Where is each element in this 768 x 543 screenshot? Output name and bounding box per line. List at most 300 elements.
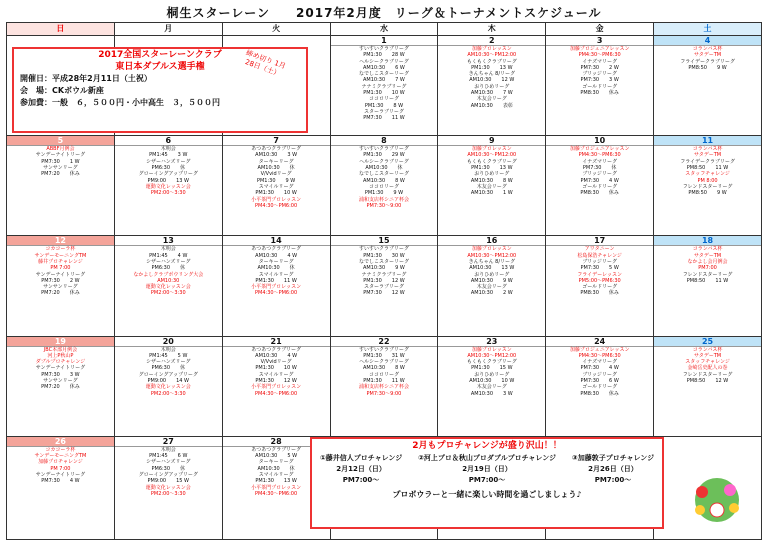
day-cell <box>114 136 222 236</box>
event-item <box>654 171 761 184</box>
event-item <box>331 71 438 84</box>
day-cell <box>654 136 762 236</box>
event-item <box>438 347 545 360</box>
event-time: PM7:30 4 W <box>580 177 619 184</box>
event-item <box>7 284 114 297</box>
event-name: コカコーラ杯 <box>45 446 76 453</box>
event-item <box>7 447 114 460</box>
event-name: すいすいクラブリーグ <box>359 46 409 52</box>
event-name: きんちゃん 8/リーグ <box>468 71 516 78</box>
event-item <box>7 378 114 391</box>
event-name: ブリッジリーグ <box>582 371 617 378</box>
event-time: AM10:30～PM12:00 <box>467 52 517 59</box>
event-item <box>438 59 545 72</box>
event-item <box>223 184 330 197</box>
event-item <box>7 365 114 378</box>
event-name: 木友会リーグ <box>476 96 507 103</box>
event-name: 運動文化レッスン会 <box>145 183 191 190</box>
event-time: PM8:50 12 W <box>686 378 729 385</box>
event-time: PM7:30 6 W <box>580 378 619 385</box>
day-number: 7 <box>223 136 330 146</box>
event-name: 小平茶門プロレッスン <box>251 196 302 203</box>
promo-item-name: ③加藤敦子プロチャレンジ <box>571 454 655 462</box>
event-time: PM7:30 4 W <box>41 478 80 485</box>
event-item <box>438 159 545 172</box>
event-item <box>331 197 438 210</box>
event-item <box>223 159 330 172</box>
event-time: PM4:30～PM6:30 <box>578 52 621 59</box>
day-number: 2 <box>438 36 545 46</box>
event-time: PM8:50 9 W <box>688 190 727 197</box>
event-item <box>331 272 438 285</box>
event-time: PM7:30 1 W <box>41 158 80 165</box>
event-time: PM1:30 15 W <box>471 365 513 372</box>
event-item <box>115 372 222 385</box>
event-item <box>438 246 545 259</box>
event-item <box>654 59 761 72</box>
event-name: フライデークラブリーグ <box>680 58 735 65</box>
day-number: 4 <box>654 36 761 46</box>
event-name: サンサンリーグ <box>43 284 78 291</box>
event-time: PM7:30 休 <box>582 165 617 172</box>
event-time: PM 7:00 <box>50 265 71 272</box>
event-time: PM4:30～PM6:30 <box>578 352 621 359</box>
promo-item <box>572 453 654 486</box>
event-name: おりひめリーグ <box>474 171 510 178</box>
event-time: AM10:30 8 W <box>363 365 405 372</box>
event-time: PM1:30 13 W <box>471 165 513 172</box>
event-name: ヘルシークラブリーグ <box>359 158 409 165</box>
day-number: 12 <box>7 236 114 246</box>
event-time: PM 7:00 <box>50 465 71 472</box>
promo-item-time: PM7:00～ <box>342 476 380 484</box>
event-time: PM6:30 休 <box>151 165 186 172</box>
event-name: あつあつクラブリーグ <box>251 446 302 453</box>
event-item <box>115 459 222 472</box>
event-item <box>223 146 330 159</box>
event-name: すいすいクラブリーグ <box>359 146 409 153</box>
event-time: PM7:30～9:00 <box>366 202 402 209</box>
event-item <box>223 284 330 297</box>
event-item <box>438 146 545 159</box>
event-item <box>331 96 438 109</box>
event-name: 浦和支店杯シニア杯会 <box>358 384 409 391</box>
event-item <box>654 46 761 59</box>
event-time: PM8:50 11 W <box>686 277 729 284</box>
event-time: AM10:30 8 W <box>363 177 405 184</box>
event-time: PM7:30～9:00 <box>366 390 402 397</box>
banner-venue: 会 場：CKボウル新座 <box>20 86 104 95</box>
event-item <box>115 284 222 297</box>
event-time: AM10:30 休 <box>257 165 295 172</box>
event-item <box>7 165 114 178</box>
event-time: PM8:30 休み <box>580 190 619 197</box>
event-time: PM4:30～PM6:00 <box>255 490 298 497</box>
event-name: アワタニーン <box>584 246 615 253</box>
event-time: PM1:45 6 W <box>149 453 188 460</box>
day-cell <box>330 136 438 236</box>
day-number: 22 <box>331 337 438 347</box>
event-name: サンデーナイトリーグ <box>35 152 86 159</box>
event-time: AM10:30 休 <box>365 165 403 172</box>
event-item <box>438 384 545 397</box>
promo-item-time: PM7:00～ <box>594 476 632 484</box>
event-time: PM4:30～PM6:30 <box>578 152 621 159</box>
event-name: なかよし会月例会 <box>687 258 728 265</box>
banner-title: 2017全国スターレーンクラブ <box>98 50 222 60</box>
weekday-header: 日 <box>7 23 115 36</box>
event-name: ゴールドリーグ <box>582 183 618 190</box>
event-time: AM10:30 8 W <box>470 177 513 184</box>
event-item <box>331 159 438 172</box>
event-time: PM8:30 休み <box>580 290 619 297</box>
event-time: PM6:30 休 <box>151 265 186 272</box>
event-name: ココロリーグ <box>368 96 399 103</box>
event-time: PM8:50 11 W <box>686 165 729 172</box>
event-name: 木明会 <box>160 346 176 353</box>
event-name: シザーハンズリーグ <box>145 258 191 265</box>
event-name: 木明会 <box>160 146 176 153</box>
event-item <box>7 152 114 165</box>
event-item <box>331 384 438 397</box>
event-item <box>438 171 545 184</box>
event-item <box>654 146 761 159</box>
event-item <box>115 485 222 498</box>
event-name: なでしこスターリーグ <box>358 71 409 78</box>
event-name: 木明会 <box>160 246 176 253</box>
event-name: コカコーラ杯 <box>45 246 76 253</box>
event-name: コランバス杯 <box>692 246 723 253</box>
event-time: PM1:30 13 W <box>471 64 513 71</box>
event-item <box>331 84 438 97</box>
event-name: スタッフチャレンジ <box>685 171 730 178</box>
event-time: AM10:30 13 W <box>469 265 515 272</box>
promo-heading: 2月もプロチャレンジが盛り沢山！！ <box>412 441 562 451</box>
event-time: PM4:30～PM6:00 <box>255 390 298 397</box>
event-time: PM7:20 休み <box>41 384 80 391</box>
event-time: PM7:30 2 W <box>580 64 619 71</box>
event-item <box>546 159 653 172</box>
event-item <box>115 184 222 197</box>
day-cell <box>330 336 438 436</box>
event-item <box>654 372 761 385</box>
event-item <box>331 246 438 259</box>
event-name: グローイングアップリーグ <box>138 171 198 178</box>
event-item <box>438 84 545 97</box>
event-time: PM7:30 11 W <box>363 115 405 122</box>
event-time: AM10:30 3 W <box>470 390 513 397</box>
event-item <box>7 459 114 472</box>
event-time: AM10:30 <box>157 277 180 284</box>
event-item <box>546 272 653 285</box>
event-time: PM1:30 28 W <box>363 52 405 59</box>
event-time: PM1:30 11 W <box>363 378 405 385</box>
event-item <box>223 359 330 372</box>
event-time: AM10:30～PM12:00 <box>467 252 517 259</box>
event-item <box>438 184 545 197</box>
event-name: 運動文化レッスン会 <box>145 484 191 491</box>
event-item <box>115 359 222 372</box>
event-name: JBC本部月例会 <box>43 346 78 353</box>
event-name: 加藤プロジュニアレッスン <box>569 346 630 353</box>
event-item <box>546 184 653 197</box>
day-cell <box>7 336 115 436</box>
day-number: 1 <box>331 36 438 46</box>
promo-item-date: 2月19日（日） <box>462 465 512 473</box>
day-number: 16 <box>438 236 545 246</box>
day-cell <box>7 436 115 539</box>
promo-footer: プロボウラーと一緒に楽しい時間を過ごしましょう♪ <box>392 490 582 499</box>
day-cell <box>654 36 762 136</box>
event-item <box>223 259 330 272</box>
day-number: 25 <box>654 337 761 347</box>
day-cell <box>438 336 546 436</box>
event-time: AM10:30 4 W <box>255 252 298 259</box>
event-name: ココロリーグ <box>368 371 399 378</box>
event-item <box>546 71 653 84</box>
weekday-header: 月 <box>114 23 222 36</box>
day-number: 5 <box>7 136 114 146</box>
event-item <box>546 46 653 59</box>
event-item <box>331 259 438 272</box>
event-name: 木明会 <box>160 446 176 453</box>
event-name: もくもくクラブリーグ <box>466 158 517 165</box>
weekday-header: 火 <box>222 23 330 36</box>
event-item <box>115 146 222 159</box>
event-name: グローイングアップリーグ <box>138 471 198 478</box>
event-item <box>115 447 222 460</box>
page-title: 桐生スターレーン 2017年2月度 リーグ＆トーナメントスケジュール <box>166 6 602 20</box>
event-item <box>438 259 545 272</box>
event-name: スマイルリーグ <box>258 471 294 478</box>
weekday-header: 土 <box>654 23 762 36</box>
event-time: サンデーモーニングTM <box>34 453 87 460</box>
event-item <box>438 71 545 84</box>
event-name: 加藤プロレッスン <box>471 346 512 353</box>
event-item <box>438 372 545 385</box>
event-time: PM7:30 4 W <box>580 365 619 372</box>
event-item <box>546 372 653 385</box>
event-time: PM1:30 30 W <box>363 252 405 259</box>
event-time: サタデーTM <box>693 152 722 159</box>
event-time: PM1:30 10 W <box>363 90 405 97</box>
event-name: 小平茶門プロレッスン <box>251 284 302 291</box>
event-time: PM7:30 3 W <box>41 371 80 378</box>
day-number: 14 <box>223 236 330 246</box>
event-time: AM10:30 9 W <box>363 265 405 272</box>
event-time: PM1:30 29 W <box>363 152 405 159</box>
event-time: PM5:00～PM6:30 <box>578 277 621 284</box>
event-name: 加藤プロレッスン <box>471 46 512 52</box>
event-name: ターキーリーグ <box>258 258 294 265</box>
championship-banner <box>12 47 308 133</box>
event-name: シザーハンズリーグ <box>145 359 191 366</box>
event-item <box>546 171 653 184</box>
event-name: コランバス杯 <box>692 46 723 52</box>
event-time: AM10:30 7 W <box>470 90 513 97</box>
event-name: 木友会リーグ <box>476 284 507 291</box>
event-time: PM1:45 3 W <box>149 152 188 159</box>
event-time: AM10:30 3 W <box>255 152 298 159</box>
event-item <box>546 384 653 397</box>
event-time: PM1:45 5 W <box>149 352 188 359</box>
event-time: PM1:30 10 W <box>255 365 297 372</box>
day-number: 8 <box>331 136 438 146</box>
event-time: PM8:50 9 W <box>688 64 727 71</box>
day-number: 17 <box>546 236 653 246</box>
promo-item <box>418 453 556 486</box>
event-time: AM10:30 2 W <box>470 290 513 297</box>
event-item <box>223 171 330 184</box>
event-name: ゴールドリーグ <box>582 384 618 391</box>
pro-challenge-box <box>310 437 664 529</box>
day-cell <box>7 236 115 336</box>
event-item <box>7 472 114 485</box>
event-time: AM10:30 10 W <box>469 378 515 385</box>
event-name: 木友会リーグ <box>476 183 507 190</box>
event-item <box>223 246 330 259</box>
banner-fee: 参加費：一般 ６，５００円・小中高生 ３，５００円 <box>20 98 220 107</box>
event-item <box>331 46 438 59</box>
promo-item-date: 2月12日（日） <box>336 465 386 473</box>
event-time: PM7:30 12 W <box>363 290 405 297</box>
event-item <box>115 347 222 360</box>
day-cell <box>438 136 546 236</box>
day-cell <box>114 436 222 539</box>
event-name: ゴールドリーグ <box>582 284 618 291</box>
weekday-header: 金 <box>546 23 654 36</box>
day-cell <box>222 336 330 436</box>
event-time: サタデーTM <box>693 352 722 359</box>
event-name: サンサンリーグ <box>43 378 78 385</box>
event-name: スタッフチャレンジ <box>685 359 730 366</box>
event-item <box>331 372 438 385</box>
event-item <box>115 472 222 485</box>
event-name: 加藤プロレッスン <box>471 146 512 153</box>
event-name: 加藤プロレッスン <box>471 246 512 253</box>
event-time: PM1:30 9 W <box>256 177 296 184</box>
event-time: PM1:45 4 W <box>149 252 188 259</box>
event-item <box>654 246 761 259</box>
event-time: PM7:30 3 W <box>580 77 619 84</box>
day-number: 11 <box>654 136 761 146</box>
event-name: ターキーリーグ <box>258 158 294 165</box>
event-name: ココロリーグ <box>368 183 399 190</box>
event-name: おりひめリーグ <box>474 83 510 90</box>
event-time: PM 8:00 <box>697 177 718 184</box>
event-time: PM2:00～3:30 <box>150 490 186 497</box>
event-item <box>546 246 653 259</box>
event-time: PM8:30 休み <box>580 90 619 97</box>
event-item <box>654 272 761 285</box>
event-item <box>546 284 653 297</box>
day-number: 27 <box>115 437 222 447</box>
event-name: フライデーレッスン <box>577 271 622 278</box>
event-item <box>115 384 222 397</box>
day-number: 9 <box>438 136 545 146</box>
event-time: AM10:30 5 W <box>255 453 298 460</box>
event-item <box>223 272 330 285</box>
event-time: AM10:30 4 W <box>255 352 298 359</box>
event-time: PM6:30 休 <box>151 365 186 372</box>
event-name: 河上P秋山P <box>47 352 74 359</box>
event-name: コランバス杯 <box>692 346 723 353</box>
event-item <box>546 359 653 372</box>
event-item <box>438 46 545 59</box>
event-name: V/Vvidリーグ <box>260 359 292 366</box>
event-time: PM1:30 9 W <box>364 190 404 197</box>
promo-item <box>320 453 402 486</box>
day-cell <box>546 236 654 336</box>
promo-item-name: ①藤井信人プロチャレンジ <box>319 454 403 462</box>
event-name: ヘルシークラブリーグ <box>359 58 409 65</box>
event-time: AM10:30 表彰 <box>470 102 513 109</box>
event-item <box>7 246 114 259</box>
event-name: サンサンリーグ <box>43 165 78 172</box>
event-name: ブリッジリーグ <box>582 258 617 265</box>
event-time: PM7:20 休み <box>41 171 80 178</box>
event-name: スマイルリーグ <box>258 271 294 278</box>
flower-decoration-icon <box>682 470 752 530</box>
day-cell <box>114 336 222 436</box>
event-time: AM10:30 9 W <box>470 277 513 284</box>
event-item <box>331 171 438 184</box>
event-item <box>115 246 222 259</box>
day-number: 21 <box>223 337 330 347</box>
day-cell <box>330 36 438 136</box>
day-cell <box>330 236 438 336</box>
event-item <box>438 284 545 297</box>
event-time: PM2:00～3:30 <box>150 290 186 297</box>
event-item <box>223 384 330 397</box>
day-cell <box>7 136 115 236</box>
event-time: AM10:30～PM12:00 <box>467 152 517 159</box>
event-name: あつあつクラブリーグ <box>251 146 302 153</box>
day-number: 18 <box>654 236 761 246</box>
event-name: サンデーナイトリーグ <box>35 271 86 278</box>
promo-item-date: 2月26日（日） <box>588 465 638 473</box>
event-item <box>115 272 222 285</box>
event-name: イナズマリーグ <box>582 58 617 65</box>
event-name: サンデーナイトリーグ <box>35 471 86 478</box>
event-item <box>331 184 438 197</box>
event-time: PM1:30 31 W <box>363 352 405 359</box>
event-name: イナズマリーグ <box>582 158 617 165</box>
event-time: PM8:30 休み <box>580 390 619 397</box>
event-name: おりひめリーグ <box>474 371 510 378</box>
event-name: スターラブリーグ <box>364 284 404 291</box>
event-name: ナナミクラブリーグ <box>361 83 407 90</box>
event-name: あつあつクラブリーグ <box>251 246 302 253</box>
event-time: PM4:30～PM6:00 <box>255 290 298 297</box>
day-cell <box>438 36 546 136</box>
event-time: AM10:30 6 W <box>363 64 405 71</box>
event-name: ブリッジリーグ <box>582 71 617 78</box>
event-name: ブリッジリーグ <box>582 171 617 178</box>
event-time: PM7:30 5 W <box>580 265 619 272</box>
event-time: PM1:30 10 W <box>255 190 297 197</box>
banner-subtitle: 東日本ダブルス選手権 <box>115 62 205 72</box>
event-item <box>331 347 438 360</box>
event-item <box>223 197 330 210</box>
event-time: PM9:00 15 W <box>147 478 189 485</box>
event-name: 小平茶門プロレッスン <box>251 384 302 391</box>
event-item <box>546 146 653 159</box>
event-item <box>438 359 545 372</box>
day-number: 26 <box>7 437 114 447</box>
event-name: おりひめリーグ <box>474 271 510 278</box>
day-cell <box>114 236 222 336</box>
